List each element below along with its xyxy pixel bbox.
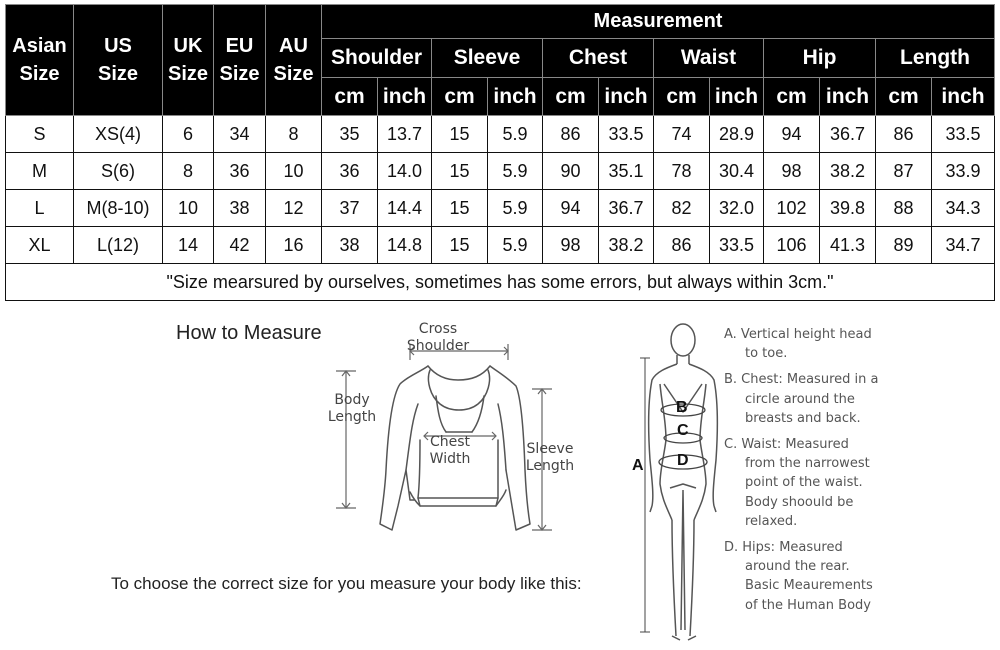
- header-au-size: AU Size: [266, 5, 322, 116]
- table-cell: 86: [543, 116, 599, 153]
- table-cell: 36: [322, 153, 378, 190]
- unit-inch: inch: [599, 78, 654, 116]
- header-us-size: US Size: [74, 5, 163, 116]
- table-cell: 33.5: [599, 116, 654, 153]
- table-cell: M: [6, 153, 74, 190]
- table-cell: 36: [214, 153, 266, 190]
- table-cell: 35.1: [599, 153, 654, 190]
- note-a: A. Vertical height head to toe.: [724, 327, 872, 362]
- table-cell: 10: [163, 190, 214, 227]
- table-cell: 35: [322, 116, 378, 153]
- table-cell: 36.7: [820, 116, 876, 153]
- unit-inch: inch: [932, 78, 995, 116]
- header-eu-size: EU Size: [214, 5, 266, 116]
- table-cell: XL: [6, 227, 74, 264]
- choose-size-instruction: To choose the correct size for you measure your body like this:: [111, 574, 582, 593]
- table-cell: 33.5: [710, 227, 764, 264]
- table-cell: 34.7: [932, 227, 995, 264]
- header-length: Length: [876, 39, 995, 78]
- note-d: D. Hips: Measured around the rear. Basic Meaurements of the Human Body: [724, 540, 873, 613]
- table-cell: 38: [214, 190, 266, 227]
- table-cell: 33.5: [932, 116, 995, 153]
- table-cell: 14.4: [378, 190, 432, 227]
- table-cell: S: [6, 116, 74, 153]
- unit-inch: inch: [820, 78, 876, 116]
- header-sleeve: Sleeve: [432, 39, 543, 78]
- table-cell: 36.7: [599, 190, 654, 227]
- table-cell: 90: [543, 153, 599, 190]
- figure-label-a: A: [632, 457, 644, 474]
- table-cell: 106: [764, 227, 820, 264]
- unit-cm: cm: [432, 78, 488, 116]
- table-cell: 86: [876, 116, 932, 153]
- header-waist: Waist: [654, 39, 764, 78]
- cross-shoulder-label: Cross Shoulder: [406, 321, 470, 354]
- unit-cm: cm: [322, 78, 378, 116]
- how-to-measure-title: How to Measure: [176, 322, 322, 344]
- table-cell: 33.9: [932, 153, 995, 190]
- table-cell: 8: [266, 116, 322, 153]
- note-c: C. Waist: Measured from the narrowest point of the waist. Body shoould be relaxed.: [724, 437, 870, 529]
- table-cell: XS(4): [74, 116, 163, 153]
- table-cell: 87: [876, 153, 932, 190]
- note-b: B. Chest: Measured in a circle around the breasts and back.: [724, 372, 879, 426]
- table-cell: 14: [163, 227, 214, 264]
- table-cell: 38.2: [599, 227, 654, 264]
- header-measurement: Measurement: [322, 5, 995, 39]
- table-cell: 30.4: [710, 153, 764, 190]
- unit-cm: cm: [764, 78, 820, 116]
- table-cell: 89: [876, 227, 932, 264]
- table-cell: L: [6, 190, 74, 227]
- table-cell: 8: [163, 153, 214, 190]
- header-hip: Hip: [764, 39, 876, 78]
- table-cell: 34.3: [932, 190, 995, 227]
- table-cell: 38.2: [820, 153, 876, 190]
- table-cell: 6: [163, 116, 214, 153]
- table-cell: 32.0: [710, 190, 764, 227]
- table-cell: 5.9: [488, 190, 543, 227]
- unit-inch: inch: [488, 78, 543, 116]
- table-cell: 15: [432, 190, 488, 227]
- table-cell: 14.8: [378, 227, 432, 264]
- header-asian-size: Asian Size: [6, 5, 74, 116]
- table-cell: 98: [764, 153, 820, 190]
- body-length-label: Body Length: [327, 392, 377, 425]
- table-cell: 88: [876, 190, 932, 227]
- unit-cm: cm: [654, 78, 710, 116]
- table-cell: 16: [266, 227, 322, 264]
- table-cell: L(12): [74, 227, 163, 264]
- measurement-notes: [724, 325, 999, 622]
- table-cell: 14.0: [378, 153, 432, 190]
- table-cell: 5.9: [488, 116, 543, 153]
- human-figure-icon: [649, 324, 718, 640]
- header-chest: Chest: [543, 39, 654, 78]
- table-cell: 39.8: [820, 190, 876, 227]
- unit-cm: cm: [876, 78, 932, 116]
- header-shoulder: Shoulder: [322, 39, 432, 78]
- unit-cm: cm: [543, 78, 599, 116]
- table-cell: 15: [432, 227, 488, 264]
- table-cell: 10: [266, 153, 322, 190]
- table-cell: 94: [543, 190, 599, 227]
- table-cell: 5.9: [488, 227, 543, 264]
- measurement-note: "Size mearsured by ourselves, sometimes has some errors, but always within 3cm.": [6, 264, 995, 301]
- table-cell: 15: [432, 116, 488, 153]
- table-cell: 34: [214, 116, 266, 153]
- figure-label-d: D: [677, 452, 689, 469]
- table-cell: 82: [654, 190, 710, 227]
- unit-inch: inch: [710, 78, 764, 116]
- table-cell: 38: [322, 227, 378, 264]
- table-cell: M(8-10): [74, 190, 163, 227]
- table-cell: 5.9: [488, 153, 543, 190]
- header-uk-size: UK Size: [163, 5, 214, 116]
- unit-inch: inch: [378, 78, 432, 116]
- table-cell: 15: [432, 153, 488, 190]
- table-cell: 37: [322, 190, 378, 227]
- table-cell: 28.9: [710, 116, 764, 153]
- table-cell: 102: [764, 190, 820, 227]
- table-cell: 86: [654, 227, 710, 264]
- table-cell: 41.3: [820, 227, 876, 264]
- table-cell: S(6): [74, 153, 163, 190]
- table-cell: 74: [654, 116, 710, 153]
- figure-label-b: B: [676, 399, 688, 416]
- sleeve-length-label: Sleeve Length: [525, 441, 575, 474]
- figure-label-c: C: [677, 422, 689, 439]
- table-cell: 42: [214, 227, 266, 264]
- table-cell: 98: [543, 227, 599, 264]
- table-cell: 12: [266, 190, 322, 227]
- table-cell: 13.7: [378, 116, 432, 153]
- table-cell: 78: [654, 153, 710, 190]
- chest-width-label: Chest Width: [429, 434, 471, 467]
- table-cell: 94: [764, 116, 820, 153]
